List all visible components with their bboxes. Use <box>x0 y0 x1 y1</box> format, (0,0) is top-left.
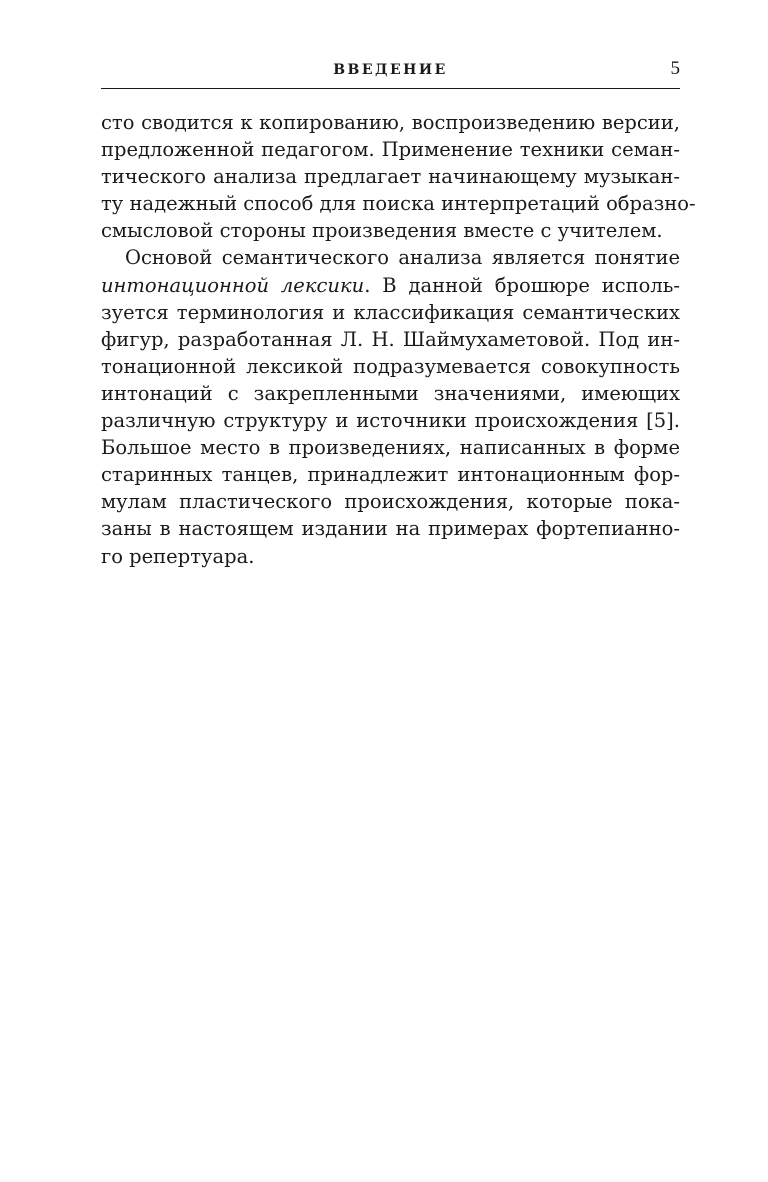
running-title: ВВЕДЕНИЕ <box>333 62 448 78</box>
text-line: старинных танцев, принадлежит интонационным фор- <box>101 463 680 487</box>
text-line: ту надежный способ для поиска интерпретаций образно- <box>101 192 696 216</box>
paragraph-2 <box>101 244 680 569</box>
page-number: 5 <box>670 58 680 79</box>
text-line: го репертуара. <box>101 544 255 568</box>
text-line: мулам пластического происхождения, которые пока- <box>101 490 680 514</box>
text-line: зуется терминология и классификация семантических <box>101 300 680 324</box>
text-line: Большое место в произведениях, написанных в форме <box>101 436 680 460</box>
text-line: тического анализа предлагает начинающему музыкан- <box>101 165 680 189</box>
text-line: Основой семантического анализа является понятие <box>125 246 680 270</box>
text-line: смысловой стороны произведения вместе с учителем. <box>101 219 663 243</box>
running-header <box>101 58 680 89</box>
text-line: интонаций с закрепленными значениями, имеющих <box>101 381 680 405</box>
line-rest: . В данной брошюре исполь- <box>364 273 680 297</box>
text-line <box>101 272 680 299</box>
paragraph-1 <box>101 109 696 244</box>
text-line: сто сводится к копированию, воспроизведению версии, <box>101 111 680 134</box>
italic-term: интонационной лексики <box>101 273 365 297</box>
text-line: предложенной педагогом. Применение техники семан- <box>101 138 680 162</box>
body-text <box>101 109 696 570</box>
text-line: фигур, разработанная Л. Н. Шаймухаметовой. Под ин- <box>101 327 680 351</box>
text-line: заны в настоящем издании на примерах фортепианно- <box>101 517 680 541</box>
text-line: различную структуру и источники происхождения [5]. <box>101 409 680 433</box>
text-line: тонационной лексикой подразумевается совокупность <box>101 354 680 378</box>
